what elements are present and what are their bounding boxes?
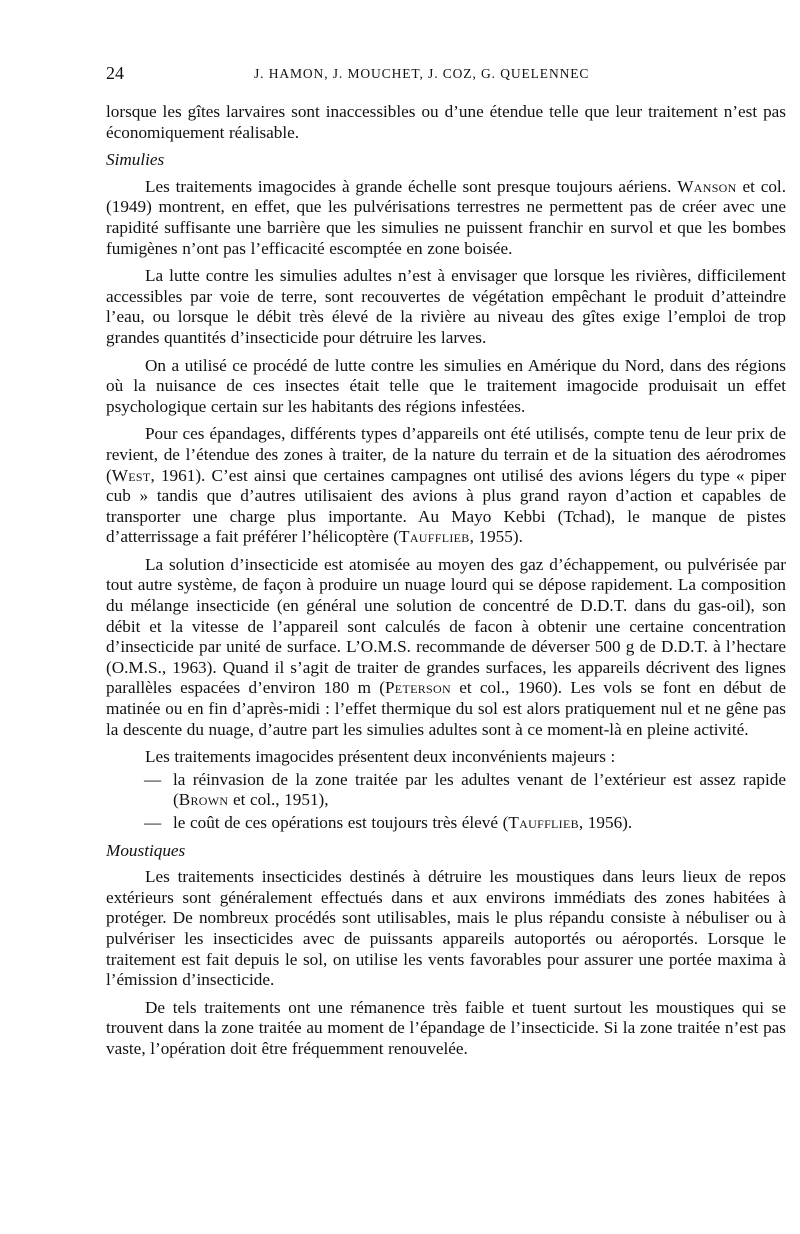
paragraph-4-text-c: , 1955). — [469, 527, 523, 547]
paragraph-4-text-a: Pour ces épandages, différents types d’appareils ont été utilisés, compte tenu de leur prix de revient, de l’étendue des zones à traiter, de la nature du terrain et de la situation des aérodromes ( — [106, 424, 786, 485]
citation-author: Taufflieb — [508, 813, 579, 832]
section-heading-moustiques: Moustiques — [106, 840, 186, 860]
body-text — [106, 102, 786, 1067]
list-dash: — — [144, 769, 162, 789]
paragraph-1 — [106, 177, 786, 259]
citation-author: Wanson — [677, 176, 737, 196]
list-dash: — — [144, 813, 162, 832]
paragraph-intro: lorsque les gîtes larvaires sont inaccessibles ou d’une étendue telle que leur traitement n’est pas économiquement réalisable. — [106, 102, 786, 142]
paragraph-3: On a utilisé ce procédé de lutte contre les simulies en Amérique du Nord, dans des régions où la nuisance de ces insectes était telle que le traitement imagocide produisait un effet psychologique certain sur les habitants des régions infestées. — [106, 355, 786, 416]
citation-author: Peterson — [384, 678, 451, 698]
paragraph-5-text-a: La solution d’insecticide est atomisée au moyen des gaz d’échappement, ou pulvérisée par tout autre système, de façon à produire un nuage lourd qui se dépose rapidement. La composition du mélange insecticide (en général une solution de concentré de D.D.T. dans du gas-oil), son débit et la vitesse de l’appareil sont calculés de facon à obtenir une certaine concentration d’insecticide par unité de surface. L’O.M.S. recommande de déverser 500 g de D.D.T. à l’hectare (O.M.S., 1963). Quand il s’agit de traiter de grandes surfaces, les appareils décrivent des lignes parallèles espacées d’environ 180 m ( — [106, 554, 786, 698]
list-item — [106, 813, 786, 834]
drawbacks-list — [106, 770, 786, 834]
page-number: 24 — [106, 63, 124, 83]
paragraph-4-text-b: , 1961). C’est ainsi que certaines campagnes ont utilisé des avions légers du type « piper cub » tandis que d’autres utilisaient des avions à plus grand rayon d’action et capables de transporter une charge plus importante. Au Mayo Kebbi (Tchad), le manque de pistes d’atterrissage a fait préférer l’hélicoptère ( — [106, 465, 786, 547]
list-item-text-a: la réinvasion de la zone traitée par les adultes venant de l’extérieur est assez rapide ( — [173, 769, 786, 810]
paragraph-4 — [106, 424, 786, 548]
list-item-text-a: le coût de ces opérations est toujours très élevé ( — [173, 813, 509, 832]
citation-author: Taufflieb — [399, 527, 470, 547]
citation-author: West — [111, 465, 151, 485]
paragraph-1-text-b: et col. (1949) montrent, en effet, que les pulvérisations terrestres ne permettent pas de créer avec une rapidité suffisante une barrière que les simulies ne puissent franchir en survol et que les bombes fumigènes n’ont pas l’efficacité escomptée en zone boisée. — [106, 176, 786, 258]
page-header — [106, 60, 784, 90]
paragraph-7: Les traitements insecticides destinés à détruire les moustiques dans leurs lieux de repos extérieurs sont généralement effectués dans et aux environs immédiats des zones habitées à protéger. De nombreux procédés sont utilisables, mais le plus répandu consiste à nébuliser ou à pulvériser les insecticides avec de puissants appareils autoportés ou aéroportés. Lorsque le traitement est fait depuis le sol, on utilise les vents favorables pour assurer une portée maxima à l’émission d’insecticide. — [106, 867, 786, 990]
paragraph-1-text-a: Les traitements imagocides à grande échelle sont presque toujours aériens. — [145, 176, 672, 196]
paragraph-8: De tels traitements ont une rémanence très faible et tuent surtout les moustiques qui se trouvent dans la zone traitée au moment de l’épandage de l’insecticide. Si la zone traitée n’est pas vaste, l’opération doit être fréquemment renouvelée. — [106, 997, 786, 1058]
list-item-text-b: et col., 1951), — [232, 790, 329, 810]
paragraph-5 — [106, 555, 786, 740]
list-item-text-b: , 1956). — [578, 813, 633, 832]
paragraph-5-text-b: et col., 1960). Les vols se font en début de matinée ou en fin d’après-midi : l’effet thermique du sol est alors pratiquement nul et ne gêne pas la descente du nuage, d’autre part les simulies adultes sont à ce moment-là en pleine activité. — [106, 678, 786, 739]
paragraph-6: Les traitements imagocides présentent deux inconvénients majeurs : — [145, 747, 616, 767]
paragraph-2: La lutte contre les simulies adultes n’est à envisager que lorsque les rivières, difficilement accessibles par voie de terre, sont recouvertes de végétation empêchant le produit d’atteindre l’eau, ou lorsque le débit très élevé de la rivière au niveau des gîtes exige l’emploi de trop grandes quantités d’insecticide pour détruire les larves. — [106, 266, 786, 347]
section-heading-simulies: Simulies — [106, 150, 165, 170]
list-item — [106, 770, 786, 811]
running-head: J. HAMON, J. MOUCHET, J. COZ, G. QUELENNEC — [254, 66, 590, 81]
citation-author: Brown — [178, 790, 229, 810]
